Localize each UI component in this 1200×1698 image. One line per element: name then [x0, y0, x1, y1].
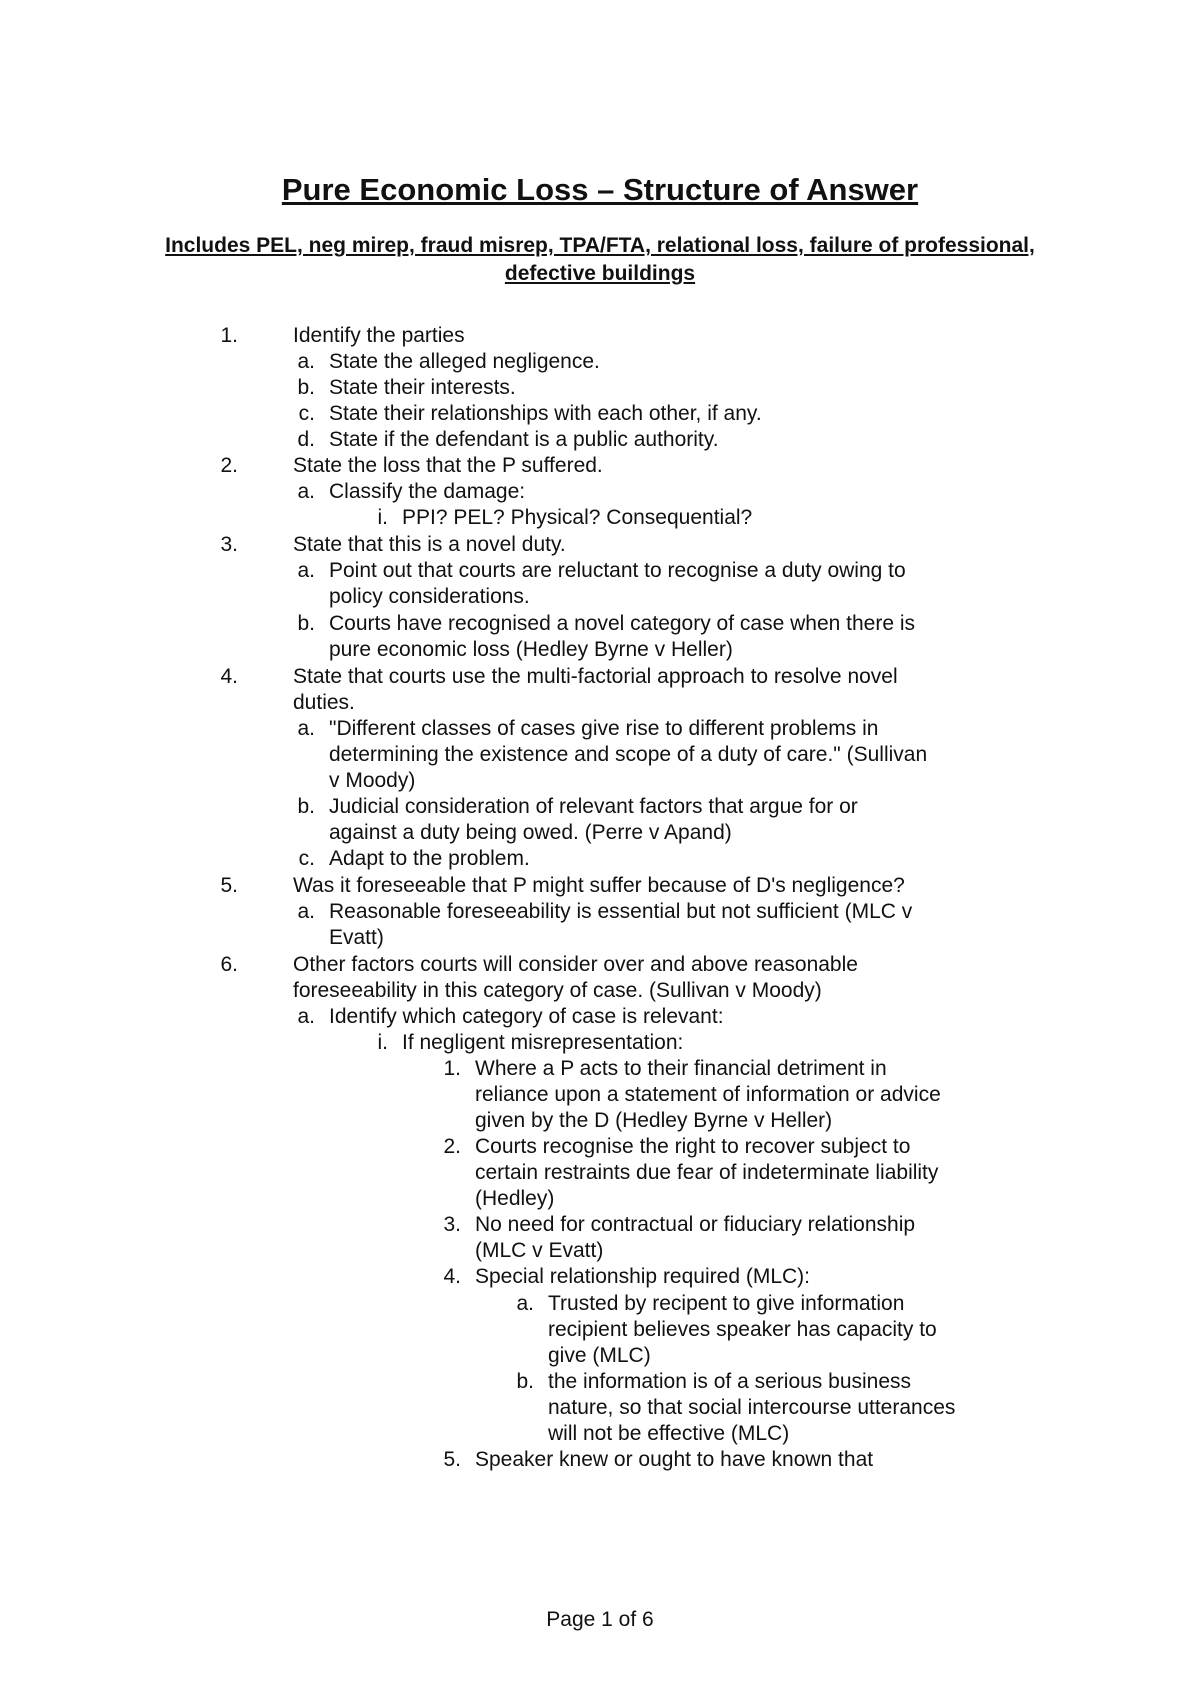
- list-item-text: give (MLC): [548, 1344, 651, 1367]
- list-item-text: State their interests.: [329, 376, 516, 399]
- list-item-text: policy considerations.: [329, 585, 530, 608]
- list-item-text: will not be effective (MLC): [548, 1422, 790, 1445]
- list-marker: a.: [297, 350, 315, 373]
- list-item-text: determining the existence and scope of a duty of care." (Sullivan: [329, 743, 928, 766]
- list-item-text: Classify the damage:: [329, 480, 526, 503]
- list-item-text: Identify which category of case is relevant:: [329, 1005, 724, 1028]
- list-item-text: Identify the parties: [293, 324, 465, 347]
- list-item-text: State the loss that the P suffered.: [293, 454, 603, 477]
- list-marker: 3.: [220, 533, 238, 556]
- list-item-text: No need for contractual or fiduciary relationship: [475, 1213, 916, 1236]
- list-item-text: "Different classes of cases give rise to different problems in: [329, 717, 879, 740]
- list-marker: c.: [298, 847, 315, 870]
- document-subtitle: Includes PEL, neg mirep, fraud misrep, TPA/FTA, relational loss, failure of professional, defective buildings: [165, 234, 1035, 285]
- list-item-text: State that this is a novel duty.: [293, 533, 566, 556]
- list-item-text: (MLC v Evatt): [475, 1239, 604, 1262]
- list-item-text: Was it foreseeable that P might suffer because of D's negligence?: [293, 874, 905, 897]
- list-item-text: Courts have recognised a novel category of case when there is: [329, 612, 916, 635]
- list-marker: a.: [297, 480, 315, 503]
- list-item-text: nature, so that social intercourse utterances: [548, 1396, 956, 1419]
- list-marker: d.: [297, 428, 315, 451]
- list-item-text: certain restraints due fear of indeterminate liability: [475, 1161, 939, 1184]
- list-marker: 2.: [220, 454, 238, 477]
- list-item-text: recipient believes speaker has capacity to: [548, 1318, 937, 1341]
- list-marker: 4.: [220, 665, 238, 688]
- list-marker: 6.: [220, 953, 238, 976]
- list-marker: a.: [297, 717, 315, 740]
- list-marker: b.: [297, 612, 315, 635]
- list-item-text: the information is of a serious business: [548, 1370, 912, 1393]
- list-item-text: If negligent misrepresentation:: [402, 1031, 684, 1054]
- list-item-text: State their relationships with each other, if any.: [329, 402, 762, 425]
- list-marker: b.: [297, 376, 315, 399]
- list-marker: b.: [516, 1370, 534, 1393]
- list-item-text: reliance upon a statement of information or advice: [475, 1083, 941, 1106]
- list-marker: a.: [297, 900, 315, 923]
- list-marker: 5.: [443, 1448, 461, 1471]
- list-marker: b.: [297, 795, 315, 818]
- list-item-text: against a duty being owed. (Perre v Apand): [329, 821, 732, 844]
- page-footer: Page 1 of 6: [546, 1608, 654, 1631]
- list-marker: 5.: [220, 874, 238, 897]
- list-marker: 3.: [443, 1213, 461, 1236]
- list-marker: a.: [297, 1005, 315, 1028]
- list-item-text: State if the defendant is a public authority.: [329, 428, 719, 451]
- list-item-text: foreseeability in this category of case. (Sullivan v Moody): [293, 979, 822, 1002]
- list-item-text: (Hedley): [475, 1187, 555, 1210]
- list-item-text: Reasonable foreseeability is essential but not sufficient (MLC v: [329, 900, 913, 923]
- list-item-text: duties.: [293, 691, 355, 714]
- list-marker: 2.: [443, 1135, 461, 1158]
- list-item-text: Courts recognise the right to recover subject to: [475, 1135, 911, 1158]
- list-item-text: pure economic loss (Hedley Byrne v Heller): [329, 638, 733, 661]
- list-item-text: v Moody): [329, 769, 416, 792]
- list-item-text: Adapt to the problem.: [329, 847, 530, 870]
- list-item-text: State that courts use the multi-factorial approach to resolve novel: [293, 665, 898, 688]
- list-marker: 1.: [443, 1057, 461, 1080]
- list-item-text: Where a P acts to their financial detriment in: [475, 1057, 887, 1080]
- list-marker: i.: [377, 1031, 388, 1054]
- list-item-text: Point out that courts are reluctant to recognise a duty owing to: [329, 559, 906, 582]
- list-item-text: Judicial consideration of relevant factors that argue for or: [329, 795, 858, 818]
- list-item-text: given by the D (Hedley Byrne v Heller): [475, 1109, 833, 1132]
- document-title: Pure Economic Loss – Structure of Answer: [281, 172, 919, 207]
- list-marker: a.: [516, 1292, 534, 1315]
- list-marker: a.: [297, 559, 315, 582]
- list-item-text: Special relationship required (MLC):: [475, 1265, 810, 1288]
- list-marker: 4.: [443, 1265, 461, 1288]
- list-item-text: Evatt): [329, 926, 384, 949]
- list-item-text: State the alleged negligence.: [329, 350, 600, 373]
- list-marker: c.: [298, 402, 315, 425]
- list-marker: i.: [377, 506, 388, 529]
- list-item-text: Other factors courts will consider over and above reasonable: [293, 953, 858, 976]
- list-item-text: Speaker knew or ought to have known that: [475, 1448, 874, 1471]
- list-item-text: Trusted by recipent to give information: [548, 1292, 905, 1315]
- list-marker: 1.: [220, 324, 238, 347]
- list-item-text: PPI? PEL? Physical? Consequential?: [402, 506, 753, 529]
